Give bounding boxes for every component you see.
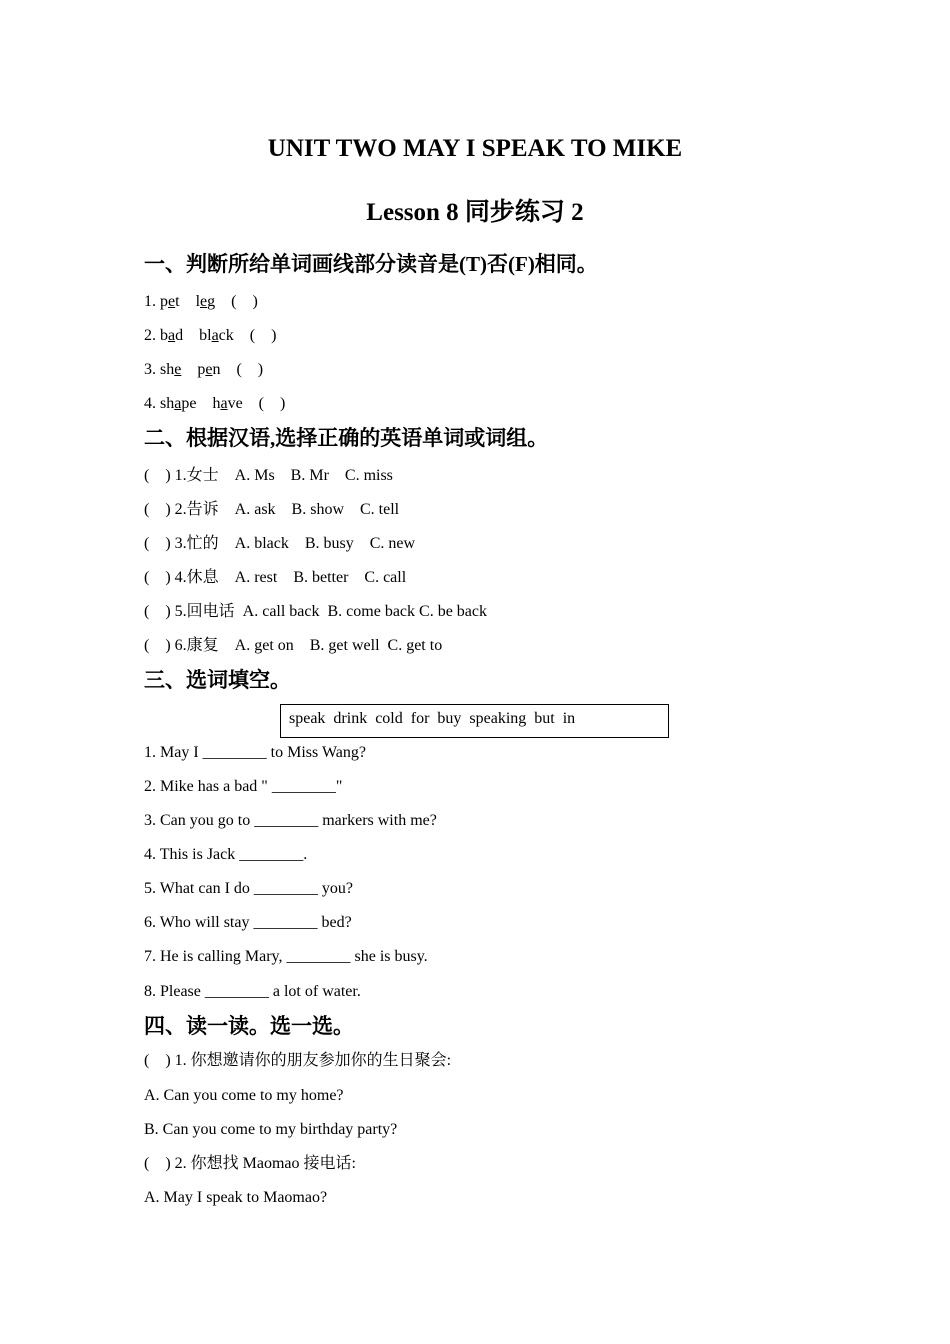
phonics-item: 4. shape have ( ): [144, 395, 286, 412]
underlined-letter: a: [174, 395, 182, 412]
fill-blank-item: 6. Who will stay ________ bed?: [144, 914, 352, 931]
word-bank-box: speak drink cold for buy speaking but in: [280, 704, 669, 738]
underlined-letter: a: [168, 327, 176, 344]
answer-blank[interactable]: ( ): [233, 327, 277, 344]
fill-blank-item: 7. He is calling Mary, ________ she is busy.: [144, 948, 428, 965]
fill-blank-item: 5. What can I do ________ you?: [144, 880, 353, 897]
fill-blank-item: 4. This is Jack ________.: [144, 846, 308, 863]
phonics-item: 2. bad black ( ): [144, 327, 277, 344]
worksheet-subtitle: Lesson 8 同步练习 2: [366, 199, 584, 226]
reading-question: ( ) 2. 你想找 Maomao 接电话:: [144, 1155, 356, 1172]
fill-blank-item: 1. May I ________ to Miss Wang?: [144, 744, 366, 761]
choice-item: ( ) 5.回电话 A. call back B. come back C. be back: [144, 603, 488, 620]
reading-option: A. May I speak to Maomao?: [144, 1189, 328, 1206]
reading-option: A. Can you come to my home?: [144, 1087, 344, 1104]
phonics-item: 3. she pen ( ): [144, 361, 264, 378]
choice-item: ( ) 2.告诉 A. ask B. show C. tell: [144, 501, 400, 518]
underlined-letter: a: [220, 395, 228, 412]
underlined-letter: e: [174, 361, 182, 378]
section2-heading: 二、根据汉语,选择正确的英语单词或词组。: [144, 426, 549, 450]
worksheet-title: UNIT TWO MAY I SPEAK TO MIKE: [267, 135, 683, 162]
phonics-item: 1. pet leg ( ): [144, 293, 258, 310]
answer-blank[interactable]: ( ): [220, 361, 264, 378]
fill-blank-item: 3. Can you go to ________ markers with me?: [144, 812, 437, 829]
section4-heading: 四、读一读。选一选。: [144, 1014, 354, 1038]
underlined-letter: a: [211, 327, 219, 344]
answer-blank[interactable]: ( ): [215, 293, 258, 310]
section1-heading: 一、判断所给单词画线部分读音是(T)否(F)相同。: [144, 252, 598, 276]
reading-option: B. Can you come to my birthday party?: [144, 1121, 398, 1138]
fill-blank-item: 8. Please ________ a lot of water.: [144, 983, 361, 1000]
underlined-letter: e: [168, 293, 176, 310]
choice-item: ( ) 4.休息 A. rest B. better C. call: [144, 569, 407, 586]
underlined-letter: e: [200, 293, 208, 310]
choice-item: ( ) 3.忙的 A. black B. busy C. new: [144, 535, 416, 552]
reading-question: ( ) 1. 你想邀请你的朋友参加你的生日聚会:: [144, 1052, 452, 1069]
section3-heading: 三、选词填空。: [144, 668, 291, 692]
fill-blank-item: 2. Mike has a bad " ________": [144, 778, 343, 795]
choice-item: ( ) 1.女士 A. Ms B. Mr C. miss: [144, 467, 393, 484]
choice-item: ( ) 6.康复 A. get on B. get well C. get to: [144, 637, 443, 654]
answer-blank[interactable]: ( ): [242, 395, 286, 412]
underlined-letter: e: [205, 361, 213, 378]
